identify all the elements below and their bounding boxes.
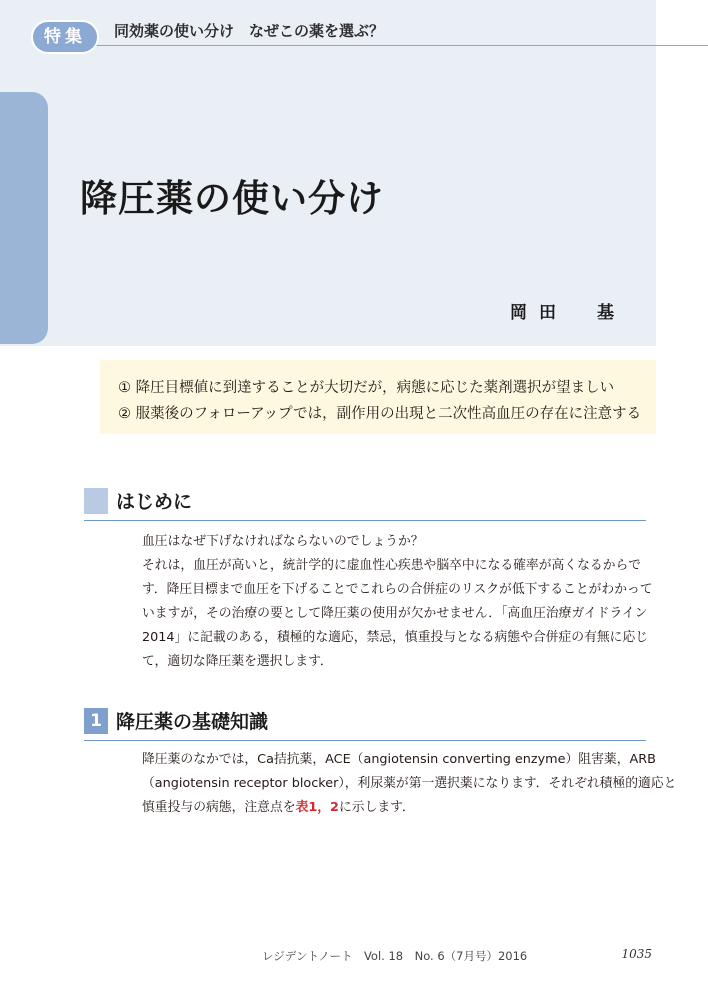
series-title: 同効薬の使い分け なぜこの薬を選ぶ？ — [114, 22, 385, 40]
author-name: 岡田 基 — [510, 303, 626, 323]
text-run: に示します． — [338, 800, 415, 815]
section-number: 1 — [84, 708, 108, 734]
section-title: はじめに — [116, 491, 193, 513]
text-run: 慎重投与の病態，注意点を — [142, 800, 296, 815]
key-point-1: ① 降圧目標値に到達することが大切だが，病態に応じた薬剤選択が望ましい — [118, 380, 615, 396]
side-tab-decoration — [0, 92, 48, 344]
article-title: 降圧薬の使い分け — [80, 177, 384, 220]
paragraph-line: 降圧薬のなかでは，Ca拮抗薬，ACE（angiotensin converting enzyme）阻害薬，ARB — [142, 752, 656, 767]
section-heading-1 — [84, 708, 646, 741]
paragraph-line: 血圧はなぜ下げなければならないのでしょうか？ — [142, 534, 424, 549]
footer-journal: レジデントノート Vol. 18 No. 6（7月号）2016 — [262, 949, 528, 963]
paragraph-line: それは，血圧が高いと，統計学的に虚血性心疾患や脳卒中になる確率が高くなるからで — [142, 558, 641, 573]
table-reference-link[interactable]: 表1，2 — [295, 800, 339, 815]
paragraph-line: て，適切な降圧薬を選択します． — [142, 654, 333, 669]
key-point-2: ② 服薬後のフォローアップでは，副作用の出現と二次性高血圧の存在に注意する — [118, 406, 642, 422]
paragraph-line: （angiotensin receptor blocker），利尿薬が第一選択薬になります．それぞれ積極的適応と — [142, 776, 677, 791]
page-number: 1035 — [621, 947, 652, 961]
section-marker — [84, 488, 108, 514]
section-title: 降圧薬の基礎知識 — [116, 711, 269, 733]
section-heading-intro — [84, 488, 646, 521]
header-rule — [95, 45, 708, 46]
key-points-box — [100, 360, 656, 434]
paragraph-line: す．降圧目標まで血圧を下げることでこれらの合併症のリスクが低下することがわかって — [142, 582, 653, 597]
paragraph-line — [142, 796, 415, 820]
feature-badge: 特集 — [31, 20, 99, 54]
paragraph-line: いますが，その治療の要として降圧薬の使用が欠かせません．「高血圧治療ガイドライン — [142, 606, 648, 621]
paragraph-line: 2014」に記載のある，積極的な適応，禁忌，慎重投与となる病態や合併症の有無に応じ — [142, 630, 649, 645]
